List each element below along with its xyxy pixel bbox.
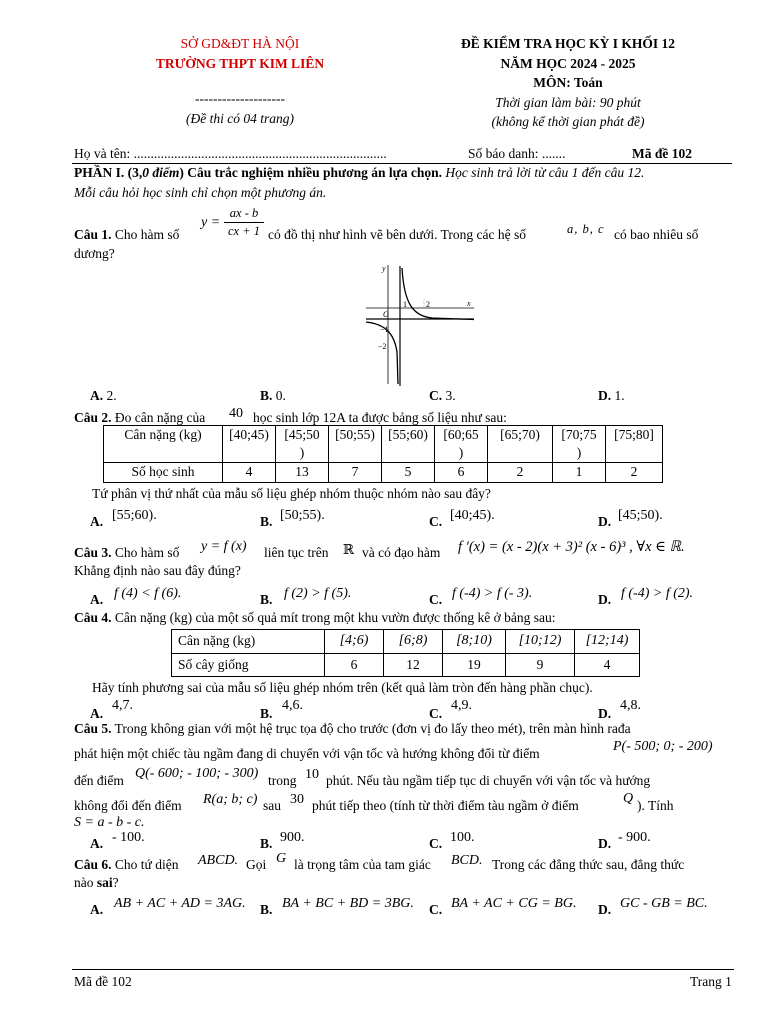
part1-points: 0 điểm: [142, 165, 180, 180]
q3-line1: [74, 543, 179, 563]
q4-label: Câu 4.: [74, 610, 112, 625]
q5-point-p: P(- 500; 0; - 200): [613, 739, 713, 754]
q5-line3c: phút. Nếu tàu ngầm tiếp tục di chuyển với vận tốc và hướng: [326, 773, 651, 788]
q1-option-b[interactable]: B. 0.: [260, 388, 286, 403]
q4-val: 9: [506, 653, 575, 676]
q2-table: [103, 425, 663, 483]
q4-option-b-value[interactable]: 4,6.: [282, 698, 303, 713]
q1-label: Câu 1.: [74, 227, 112, 242]
q4-question: Hãy tính phương sai của mẫu số liệu ghép nhóm trên (kết quả làm tròn đến hàng phần chục).: [92, 680, 593, 695]
exam-time: Thời gian làm bài: 90 phút: [495, 94, 641, 110]
table-row: [172, 630, 640, 654]
q2-col: [40;45): [223, 426, 276, 463]
q5-line4b: sau: [263, 798, 281, 813]
q6-abcd: ABCD.: [198, 853, 239, 868]
exam-year: NĂM HỌC 2024 - 2025: [500, 55, 636, 71]
tick-m1: −1: [380, 325, 389, 334]
pages-note: (Đề thi có 04 trang): [186, 110, 294, 126]
q5-t10: 10: [305, 767, 319, 782]
q6-bcd: BCD.: [451, 853, 483, 868]
q1-coefs: a, b, c: [567, 222, 605, 236]
q2-val: 13: [276, 463, 329, 482]
graph-branch-right: [402, 268, 474, 320]
q5-option-c[interactable]: C.: [429, 836, 443, 851]
part1-title-rest: ) Câu trắc nghiệm nhiều phương án lựa chọn.: [179, 165, 442, 180]
q6-line1: [74, 855, 178, 875]
q5-option-a-value[interactable]: - 100.: [112, 830, 145, 845]
q5-line2: phát hiện một chiếc tàu ngầm đang di chuyển với vận tốc và hướng không đổi từ điểm: [74, 746, 540, 761]
tick-m2: −2: [378, 342, 387, 351]
q2-option-c-value[interactable]: [40;45).: [450, 508, 495, 523]
q2-val: 4: [223, 463, 276, 482]
q6-label: Câu 6.: [74, 857, 112, 872]
part1-instr2: Mỗi câu hỏi học sinh chỉ chọn một phương án.: [74, 185, 327, 200]
q1-frac-den: cx + 1: [227, 224, 261, 238]
q2-val: 1: [553, 463, 606, 482]
exam-code: Mã đề 102: [632, 146, 692, 161]
q2-col: [75;80]: [606, 426, 663, 463]
q6-sai: sai: [96, 875, 113, 890]
q5-label: Câu 5.: [74, 721, 112, 736]
q6-text1: Cho tứ diện: [111, 857, 179, 872]
part1-instr: Học sinh trả lời từ câu 1 đến câu 12.: [441, 165, 645, 180]
q2-col: [50;55): [329, 426, 382, 463]
q1-frac-lhs: y =: [201, 215, 221, 230]
school-name: TRƯỜNG THPT KIM LIÊN: [155, 55, 325, 71]
q4-line1: [74, 608, 556, 628]
x-label: x: [467, 299, 471, 308]
part1-title: PHẦN I. (3,: [74, 165, 143, 180]
origin-label: O: [383, 310, 389, 319]
q4-option-d-value[interactable]: 4,8.: [620, 698, 641, 713]
q5-point-q: Q(- 600; - 100; - 300): [135, 766, 259, 781]
exam-subject: MÔN: Toán: [533, 75, 603, 91]
header-right: [418, 34, 718, 132]
q2-option-d-value[interactable]: [45;50).: [618, 508, 663, 523]
q1-text4: dương?: [74, 246, 115, 261]
table-row: [172, 653, 640, 676]
q6-option-a-value[interactable]: AB + AC + AD = 3AG.: [114, 896, 246, 911]
q2-option-b[interactable]: B.: [260, 514, 273, 529]
q2-col: [60;65 ): [435, 426, 488, 463]
q1-option-c[interactable]: C. 3.: [429, 388, 456, 403]
q3-text2: liên tục trên: [264, 545, 329, 560]
q5-option-a[interactable]: A.: [90, 836, 104, 851]
header-left: [120, 34, 360, 128]
q6-line2: [74, 873, 119, 893]
q1-text1: Cho hàm số: [111, 227, 180, 242]
q4-col: [8;10): [443, 630, 506, 654]
q3-option-b-value[interactable]: f (2) > f (5).: [284, 586, 352, 601]
q2-option-b-value[interactable]: [50;55).: [280, 508, 325, 523]
q2-val: 5: [382, 463, 435, 482]
q6-g: G: [276, 851, 287, 866]
q6-text4: Trong các đẳng thức sau, đẳng thức: [492, 857, 685, 872]
q4-option-c-value[interactable]: 4,9.: [451, 698, 472, 713]
dashes: --------------------: [195, 91, 285, 107]
q5-option-d-value[interactable]: - 900.: [618, 830, 651, 845]
q6-option-b-value[interactable]: BA + BC + BD = 3BG.: [282, 896, 414, 911]
q5-option-c-value[interactable]: 100.: [450, 830, 475, 845]
exam-title: ĐỀ KIỂM TRA HỌC KỲ I KHỐI 12: [461, 36, 675, 51]
q4-text1: Cân nặng (kg) của một số quả mít trong một khu vườn được thống kê ở bảng sau:: [111, 610, 556, 625]
q4-option-a[interactable]: A.: [90, 706, 104, 721]
q1-option-a[interactable]: A. 2.: [90, 388, 117, 403]
q6-option-a[interactable]: A.: [90, 902, 104, 917]
q1-line1: [74, 225, 179, 245]
q3-text4: Khẳng định nào sau đây đúng?: [74, 563, 241, 578]
y-label: y: [382, 264, 386, 273]
q2-text1: Đo cân nặng của: [111, 410, 206, 425]
dept-name: SỞ GD&ĐT HÀ NỘI: [180, 36, 300, 51]
q4-h1: Cân nặng (kg): [172, 630, 325, 654]
q5-t30: 30: [290, 792, 304, 807]
q6-text2: Gọi: [246, 857, 267, 872]
q2-col: [70;75 ): [553, 426, 606, 463]
q4-option-b[interactable]: B.: [260, 706, 273, 721]
q2-col: [45;50 ): [276, 426, 329, 463]
q5-line4c: phút tiếp theo (tính từ thời điểm tàu ngầm ở điểm: [312, 798, 579, 813]
q2-val: 2: [606, 463, 663, 482]
q2-val: 7: [329, 463, 382, 482]
q3-option-c[interactable]: C.: [429, 592, 443, 607]
q3-label: Câu 3.: [74, 545, 112, 560]
q2-text2: học sinh lớp 12A ta được bảng số liệu như sau:: [253, 410, 507, 425]
q4-table: [171, 629, 640, 677]
q2-label: Câu 2.: [74, 410, 112, 425]
q4-val: 19: [443, 653, 506, 676]
q1-option-d[interactable]: D. 1.: [598, 388, 625, 403]
footer-code: Mã đề 102: [74, 974, 132, 989]
tick-1: 1: [403, 300, 407, 309]
q6-option-c[interactable]: C.: [429, 902, 443, 917]
q5-line4a: không đổi đến điểm: [74, 798, 182, 813]
q3-deriv: f ′(x) = (x - 2)(x + 3)² (x - 6)³ , ∀x ∈ ℝ.: [458, 539, 685, 555]
q6-text5: nào: [74, 875, 94, 890]
q3-option-d-value[interactable]: f (-4) > f (2).: [621, 586, 694, 601]
q3-option-c-value[interactable]: f (-4) > f (- 3).: [452, 586, 533, 601]
q3-option-d[interactable]: D.: [598, 592, 612, 607]
q5-s: S = a - b - c.: [74, 815, 145, 830]
q2-n: 40: [229, 406, 243, 421]
table-row: [104, 463, 663, 482]
q5-option-d[interactable]: D.: [598, 836, 612, 851]
student-id-field: Số báo danh: .......: [468, 146, 566, 161]
q4-col: [10;12): [506, 630, 575, 654]
q6-option-d-value[interactable]: GC - GB = BC.: [620, 896, 708, 911]
q2-val: 2: [488, 463, 553, 482]
q6-text6: ?: [112, 875, 119, 890]
q4-col: [4;6): [325, 630, 384, 654]
tick-2: 2: [426, 300, 430, 309]
exam-time-note: (không kể thời gian phát đề): [491, 114, 645, 130]
q3-option-a-value[interactable]: f (4) < f (6).: [114, 586, 182, 601]
q5-option-b[interactable]: B.: [260, 836, 273, 851]
q5-line1-text: Trong không gian với một hệ trục tọa độ cho trước (đơn vị đo lấy theo mét), trên màn hình rađa: [111, 721, 631, 736]
q4-option-c[interactable]: C.: [429, 706, 443, 721]
part1-heading: [74, 163, 734, 183]
q3-text3: và có đạo hàm: [362, 545, 441, 560]
q5-option-b-value[interactable]: 900.: [280, 830, 305, 845]
q6-option-d[interactable]: D.: [598, 902, 612, 917]
q3-func: y = f (x): [201, 539, 247, 554]
table-row: [104, 426, 663, 463]
q1-graph: [366, 262, 478, 388]
q1-text3: có bao nhiêu số: [614, 227, 699, 242]
q4-option-d[interactable]: D.: [598, 706, 612, 721]
q4-val: 6: [325, 653, 384, 676]
q3-text1: Cho hàm số: [111, 545, 180, 560]
q4-option-a-value[interactable]: 4,7.: [112, 698, 133, 713]
q6-option-c-value[interactable]: BA + AC + CG = BG.: [451, 896, 577, 911]
q4-col: [6;8): [384, 630, 443, 654]
q5-line4d: ). Tính: [637, 798, 674, 813]
q3-option-b[interactable]: B.: [260, 592, 273, 607]
q4-val: 4: [575, 653, 640, 676]
q1-text2: có đồ thị như hình vẽ bên dưới. Trong các hệ số: [268, 227, 526, 242]
q5-line1: [74, 719, 631, 739]
q4-col: [12;14): [575, 630, 640, 654]
q2-col: [55;60): [382, 426, 435, 463]
q2-h2: Số học sinh: [104, 463, 223, 482]
q2-val: 6: [435, 463, 488, 482]
q4-h2: Số cây giống: [172, 653, 325, 676]
q5-line3b: trong: [268, 773, 297, 788]
q3-option-a[interactable]: A.: [90, 592, 104, 607]
q6-text3: là trọng tâm của tam giác: [294, 857, 431, 872]
q3-R: ℝ: [343, 542, 355, 557]
q2-option-c[interactable]: C.: [429, 514, 443, 529]
footer-divider: [72, 969, 734, 970]
name-field: Họ và tên: ...........................................................................: [74, 146, 387, 161]
q2-question: Tứ phân vị thứ nhất của mẫu số liệu ghép nhóm thuộc nhóm nào sau đây?: [92, 486, 491, 501]
q5-point-r: R(a; b; c): [203, 792, 258, 807]
q2-option-a-value[interactable]: [55;60).: [112, 508, 157, 523]
q2-option-a[interactable]: A.: [90, 514, 104, 529]
q6-option-b[interactable]: B.: [260, 902, 273, 917]
q4-val: 12: [384, 653, 443, 676]
q2-h1: Cân nặng (kg): [104, 426, 223, 463]
footer-page: Trang 1: [690, 974, 732, 989]
q2-col: [65;70): [488, 426, 553, 463]
q2-option-d[interactable]: D.: [598, 514, 612, 529]
q5-line3a: đến điểm: [74, 773, 124, 788]
q1-frac-num: ax - b: [229, 206, 259, 220]
q5-q-ref: Q: [623, 791, 634, 806]
